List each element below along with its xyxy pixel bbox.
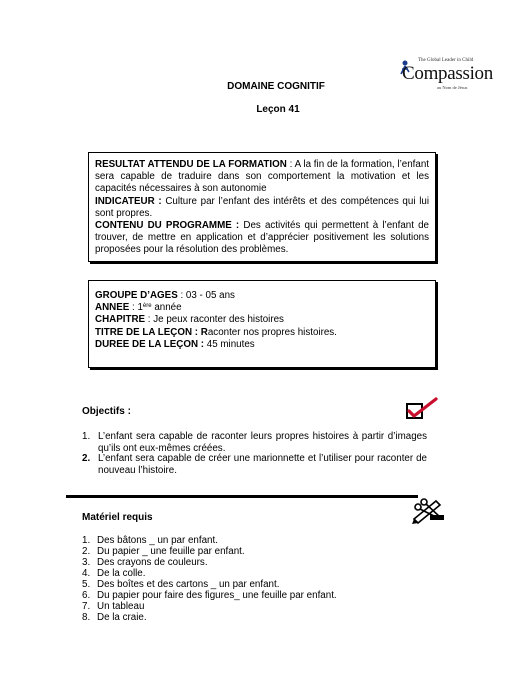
- list-item: [82, 535, 218, 546]
- list-item-number: 2.: [82, 453, 91, 464]
- duree-line: [95, 339, 429, 351]
- annee-sup: ère: [142, 303, 152, 310]
- list-item: [82, 590, 337, 601]
- indicateur-paragraph: [95, 196, 429, 220]
- list-item: [82, 557, 208, 568]
- groupe-text: : 03 - 05 ans: [177, 290, 235, 301]
- list-item-text: Des crayons de couleurs.: [97, 557, 208, 568]
- logo-small-text: The Global Leader in Child: [418, 58, 474, 63]
- annee-text-pre: : 1: [129, 302, 143, 314]
- list-item-text: Du papier pour faire des figures_ une feuille par enfant.: [97, 590, 337, 601]
- logo-tagline: au Nom de Jésus: [437, 85, 468, 90]
- titre-text: aconter nos propres histoires.: [207, 326, 337, 338]
- domain-title: DOMAINE COGNITIF: [227, 81, 325, 92]
- indicateur-text: Culture par l’enfant des intérêts et des compétences qui lui sont propres.: [95, 195, 429, 219]
- list-item-number: 6.: [82, 590, 91, 601]
- annee-line: [95, 302, 429, 314]
- titre-line: [95, 327, 429, 339]
- list-item-number: 4.: [82, 568, 91, 579]
- contenu-label: CONTENU DU PROGRAMME :: [95, 220, 240, 232]
- duree-text: 45 minutes: [204, 338, 255, 350]
- duree-label: DUREE DE LA LEÇON :: [95, 338, 205, 350]
- list-item-number: 3.: [82, 557, 91, 568]
- lesson-number: Leçon 41: [256, 104, 300, 115]
- logo-main-text: Compassion: [402, 63, 493, 84]
- list-item-text: Des bâtons _ un par enfant.: [97, 535, 218, 546]
- list-item: [82, 568, 145, 579]
- resultat-paragraph: [95, 159, 429, 196]
- list-item-number: 1.: [82, 535, 91, 546]
- contenu-text: Des activités qui permettent à l’enfant de trouver, de mettre en application et d’apprécier positivement les solutions proposées pour la résolution des problèmes.: [95, 220, 429, 256]
- materiel-title: Matériel requis: [82, 512, 153, 523]
- compassion-logo: [392, 58, 510, 92]
- list-item-text: Du papier _ une feuille par enfant.: [97, 546, 245, 557]
- list-item-number: 8.: [82, 612, 91, 623]
- checked-box-icon: [404, 397, 442, 421]
- titre-label: TITRE DE LA LEÇON : R: [95, 326, 208, 338]
- list-item-number: 1.: [82, 431, 91, 442]
- list-item: [82, 601, 144, 612]
- chapitre-label: CHAPITRE: [95, 314, 146, 326]
- list-item: [82, 453, 427, 476]
- annee-label: ANNEE: [95, 302, 130, 314]
- list-item-text: De la craie.: [97, 612, 147, 623]
- section-divider: [66, 495, 418, 498]
- formation-box: [88, 152, 436, 262]
- list-item-number: 5.: [82, 579, 91, 590]
- list-item: [82, 579, 279, 590]
- groupe-label: GROUPE D’AGES: [95, 290, 178, 301]
- list-item-text: L’enfant sera capable de raconter leurs propres histoires à partir d’images qu’ils ont eux-mêmes créées.: [98, 431, 427, 454]
- list-item: [82, 612, 147, 623]
- resultat-label: RESULTAT ATTENDU DE LA FORMATION: [95, 159, 287, 170]
- chapitre-text: : Je peux raconter des histoires: [145, 314, 284, 326]
- list-item-text: Des boîtes et des cartons _ un par enfant.: [97, 579, 280, 590]
- lesson-info-box: [88, 280, 436, 368]
- list-item-text: De la colle.: [97, 568, 146, 579]
- list-item-number: 2.: [82, 546, 91, 557]
- resultat-text: : A la fin de la formation, l’enfant sera capable de traduire dans son comportement la motivation et les capacités nécessaires à son autonomie: [95, 159, 429, 195]
- list-item-text: L’enfant sera capable de créer une marionnette et l’utiliser pour raconter de nouveau l’histoire.: [98, 453, 427, 476]
- list-item: [82, 431, 427, 454]
- chapitre-line: [95, 314, 429, 326]
- list-item: [82, 546, 245, 557]
- indicateur-label: INDICATEUR :: [95, 195, 162, 207]
- list-item-text: Un tableau: [97, 601, 145, 612]
- objectifs-title: Objectifs :: [82, 406, 131, 417]
- groupe-line: [95, 290, 429, 302]
- contenu-paragraph: [95, 220, 429, 257]
- pencil-scissors-icon: [410, 497, 446, 525]
- annee-text-post: année: [151, 302, 182, 314]
- list-item-number: 7.: [82, 601, 91, 612]
